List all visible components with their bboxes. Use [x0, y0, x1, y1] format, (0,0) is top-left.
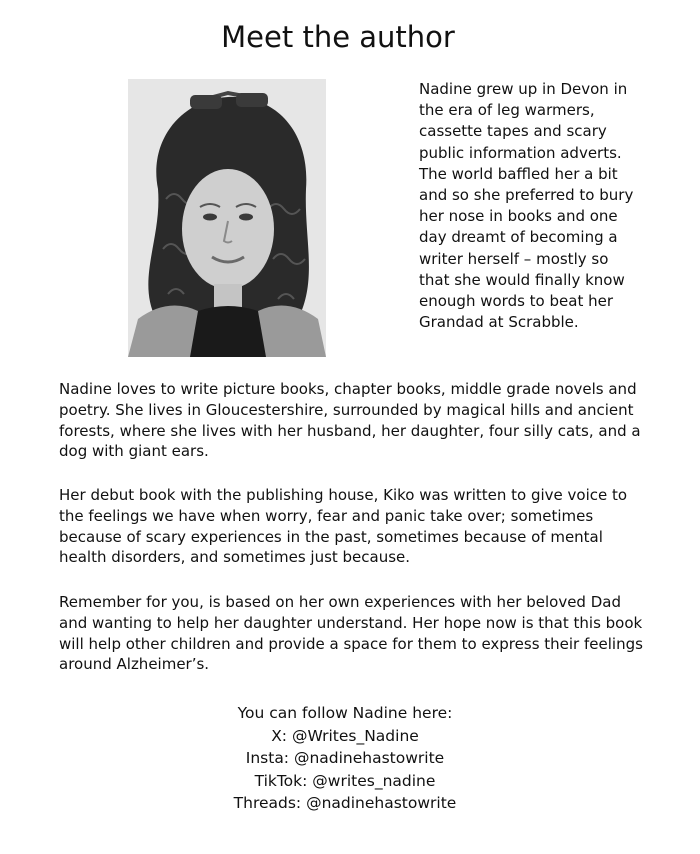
social-insta: Insta: @nadinehastowrite	[245, 749, 445, 767]
author-intro-text: Nadine grew up in Devon in the era of leg warmers, cassette tapes and scary public information adverts. The world baffled her a bit and so she preferred to bury her nose in books and one day dreamt of becoming a writer herself – mostly so that she would finally know enough words to beat her Grandad at Scrabble.	[419, 80, 634, 332]
bio-paragraph: Her debut book with the publishing house, Kiko was written to give voice to the feelings we have when worry, fear and panic take over; sometimes because of scary experiences in the past, sometimes because of mental health disorders, and sometimes just because.	[59, 486, 628, 567]
bio-paragraph: Remember for you, is based on her own experiences with her beloved Dad and wanting to help her daughter understand. Her hope now is that this book will help other children and provide a space for them to express their feelings around Alzheimer’s.	[59, 593, 643, 674]
social-tiktok: TikTok: @writes_nadine	[254, 771, 436, 790]
page-title: Meet the author	[221, 20, 455, 54]
social-links	[0, 702, 690, 815]
social-x: X: @Writes_Nadine	[271, 726, 419, 745]
follow-heading: You can follow Nadine here:	[237, 704, 453, 722]
author-photo	[128, 79, 326, 357]
social-threads: Threads: @nadinehastowrite	[233, 794, 457, 812]
bio-paragraph: Nadine loves to write picture books, chapter books, middle grade novels and poetry. She lives in Gloucestershire, surrounded by magical hills and ancient forests, where she lives with her husband, her daughter, four silly cats, and a dog with giant ears.	[59, 380, 641, 461]
